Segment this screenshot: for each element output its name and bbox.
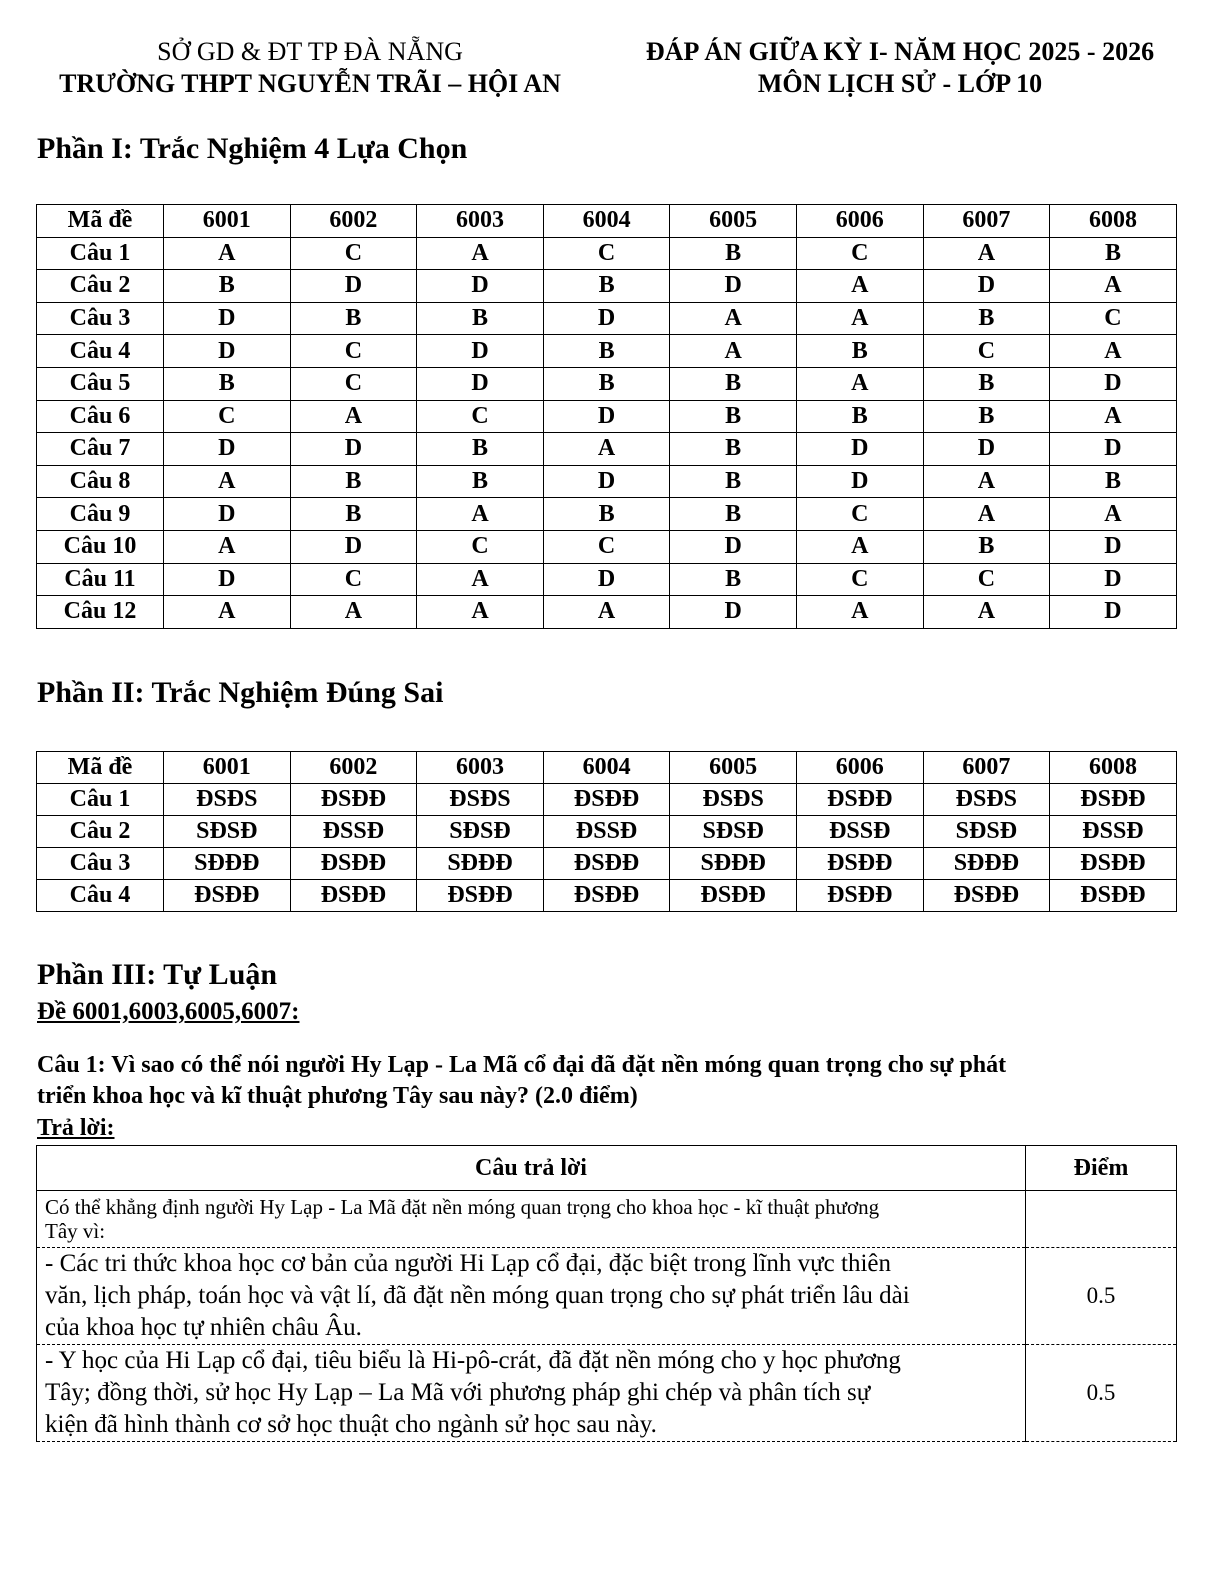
part1-answer-cell: D (923, 433, 1050, 466)
part1-question-label: Câu 6 (37, 400, 164, 433)
part1-answer-cell: D (417, 270, 544, 303)
part1-answer-cell: D (164, 302, 291, 335)
part1-answer-cell: D (290, 270, 417, 303)
part1-table-row (37, 237, 1177, 270)
part1-answer-cell: D (543, 302, 670, 335)
part1-answer-cell: C (290, 367, 417, 400)
part1-answer-cell: B (796, 335, 923, 368)
part1-answer-cell: B (164, 270, 291, 303)
part1-answer-cell: A (796, 530, 923, 563)
part1-table-row (37, 596, 1177, 629)
part3-title: Phần III: Tự Luận (37, 958, 278, 991)
part1-answer-cell: C (543, 237, 670, 270)
answer-point-1-line-1: - Các tri thức khoa học cơ bản của người Hi Lạp cổ đại, đặc biệt trong lĩnh vực thiên (45, 1250, 891, 1277)
part1-answer-cell: A (164, 530, 291, 563)
part2-answer-cell: SĐSĐ (923, 816, 1050, 848)
part1-answer-cell: C (796, 563, 923, 596)
part2-answer-cell: ĐSĐĐ (796, 880, 923, 912)
part2-exam-code-header: 6003 (417, 752, 544, 784)
part2-table-row (37, 848, 1177, 880)
part1-answer-cell: D (290, 433, 417, 466)
part2-exam-code-header: 6005 (670, 752, 797, 784)
part1-answer-cell: B (1050, 237, 1177, 270)
part1-answer-cell: B (670, 237, 797, 270)
part1-answer-cell: B (670, 498, 797, 531)
school-name: TRƯỜNG THPT NGUYỄN TRÃI – HỘI AN (59, 69, 561, 98)
answer-intro-line-2: Tây vì: (45, 1219, 106, 1243)
part1-answer-cell: B (670, 367, 797, 400)
part1-answer-cell: B (923, 367, 1050, 400)
part1-answer-cell: D (1050, 433, 1177, 466)
answer-point-2-score: 0.5 (1026, 1345, 1177, 1442)
part2-answer-cell: ĐSĐĐ (543, 848, 670, 880)
intro-points-cell (1026, 1191, 1177, 1248)
part2-header-row (37, 752, 1177, 784)
part2-answer-cell: SĐĐĐ (417, 848, 544, 880)
part1-answer-cell: D (164, 335, 291, 368)
part2-answer-cell: ĐSĐS (670, 784, 797, 816)
part2-answer-cell: ĐSĐS (164, 784, 291, 816)
part1-question-label: Câu 10 (37, 530, 164, 563)
exam-title: ĐÁP ÁN GIỮA KỲ I- NĂM HỌC 2025 - 2026 (645, 37, 1155, 66)
part1-answer-cell: A (164, 237, 291, 270)
part1-answer-cell: D (670, 530, 797, 563)
part1-answer-cell: D (543, 465, 670, 498)
part1-answer-cell: C (290, 237, 417, 270)
part1-answer-cell: A (796, 270, 923, 303)
part2-title: Phần II: Trắc Nghiệm Đúng Sai (37, 676, 444, 709)
part1-answer-cell: D (923, 270, 1050, 303)
part1-answer-cell: D (670, 596, 797, 629)
part1-answer-cell: C (417, 400, 544, 433)
part1-answer-cell: A (543, 433, 670, 466)
part2-exam-code-header: 6007 (923, 752, 1050, 784)
answer-point-2-line-1: - Y học của Hi Lạp cổ đại, tiêu biểu là Hi-pô-crát, đã đặt nền móng cho y học phương (45, 1347, 901, 1374)
part2-answer-cell: ĐSĐĐ (290, 880, 417, 912)
part1-answer-cell: B (923, 530, 1050, 563)
part2-exam-code-header: 6002 (290, 752, 417, 784)
part1-exam-code-header: 6007 (923, 205, 1050, 238)
part2-answer-cell: ĐSSĐ (290, 816, 417, 848)
part1-exam-code-header: 6003 (417, 205, 544, 238)
part2-exam-code-header: 6008 (1050, 752, 1177, 784)
part1-answer-cell: B (290, 498, 417, 531)
answer-label: Trả lời: (37, 1115, 115, 1141)
part1-answer-cell: D (290, 530, 417, 563)
part1-answer-cell: D (796, 465, 923, 498)
part1-answer-cell: A (543, 596, 670, 629)
question-1-line-1: Câu 1: Vì sao có thể nói người Hy Lạp - La Mã cổ đại đã đặt nền móng quan trọng cho sự phát (37, 1052, 1007, 1078)
part2-answer-cell: ĐSĐĐ (290, 848, 417, 880)
part1-answer-cell: C (543, 530, 670, 563)
part1-answer-cell: A (164, 465, 291, 498)
part1-answer-cell: D (543, 563, 670, 596)
part1-answer-cell: A (290, 596, 417, 629)
part2-answer-table (36, 751, 1177, 912)
part1-answer-cell: B (543, 498, 670, 531)
part1-answer-cell: A (417, 237, 544, 270)
part1-exam-code-header: 6004 (543, 205, 670, 238)
part1-answer-cell: D (1050, 563, 1177, 596)
part2-answer-cell: ĐSĐS (923, 784, 1050, 816)
part1-answer-cell: B (417, 465, 544, 498)
part1-answer-cell: A (1050, 498, 1177, 531)
part2-answer-cell: ĐSĐĐ (796, 784, 923, 816)
part2-answer-cell: SĐSĐ (417, 816, 544, 848)
answer-intro-line-1: Có thể khẳng định người Hy Lạp - La Mã đặt nền móng quan trọng cho khoa học - kĩ thuật phương (45, 1195, 880, 1219)
part1-table-row (37, 367, 1177, 400)
part2-answer-cell: ĐSĐĐ (1050, 880, 1177, 912)
part1-answer-cell: C (796, 498, 923, 531)
part1-answer-cell: C (290, 563, 417, 596)
part1-answer-cell: D (164, 563, 291, 596)
part1-answer-cell: A (1050, 335, 1177, 368)
part1-answer-cell: B (417, 433, 544, 466)
part2-exam-code-header: 6001 (164, 752, 291, 784)
part1-title: Phần I: Trắc Nghiệm 4 Lựa Chọn (37, 132, 468, 165)
part2-exam-code-header: 6004 (543, 752, 670, 784)
part2-answer-cell: SĐĐĐ (923, 848, 1050, 880)
part1-answer-cell: A (417, 498, 544, 531)
part1-table-row (37, 302, 1177, 335)
answer-point-1-line-3: của khoa học tự nhiên châu Âu. (45, 1314, 362, 1341)
answer-point-1 (37, 1248, 1026, 1345)
department-name: SỞ GD & ĐT TP ĐÀ NẴNG (157, 37, 463, 66)
part1-exam-code-header: 6006 (796, 205, 923, 238)
part1-answer-cell: B (923, 302, 1050, 335)
part1-table-row (37, 530, 1177, 563)
part2-answer-cell: ĐSĐĐ (290, 784, 417, 816)
part1-answer-cell: A (923, 596, 1050, 629)
part1-answer-cell: B (1050, 465, 1177, 498)
part1-header-row (37, 205, 1177, 238)
part2-answer-cell: ĐSĐS (417, 784, 544, 816)
part2-answer-cell: ĐSSĐ (543, 816, 670, 848)
part1-answer-cell: A (923, 237, 1050, 270)
part1-answer-cell: A (670, 302, 797, 335)
answer-point-2-line-3: kiện đã hình thành cơ sở học thuật cho ngành sử học sau này. (45, 1411, 657, 1438)
part1-answer-cell: A (796, 596, 923, 629)
part1-table-row (37, 400, 1177, 433)
part1-answer-cell: A (796, 302, 923, 335)
part1-answer-cell: B (670, 465, 797, 498)
part2-answer-cell: SĐSĐ (670, 816, 797, 848)
part1-answer-cell: B (543, 367, 670, 400)
part2-answer-cell: ĐSĐĐ (1050, 848, 1177, 880)
answer-intro (37, 1191, 1026, 1248)
part2-table-row (37, 816, 1177, 848)
part1-answer-cell: A (1050, 400, 1177, 433)
part1-answer-cell: D (1050, 530, 1177, 563)
part1-question-label: Câu 8 (37, 465, 164, 498)
part1-answer-cell: D (417, 367, 544, 400)
part2-answer-cell: ĐSĐĐ (543, 880, 670, 912)
part1-table-row (37, 335, 1177, 368)
part1-answer-cell: A (164, 596, 291, 629)
part1-answer-cell: B (290, 465, 417, 498)
part1-code-header: Mã đề (37, 205, 164, 238)
part1-answer-cell: D (1050, 596, 1177, 629)
part2-table-row (37, 880, 1177, 912)
part1-answer-cell: D (543, 400, 670, 433)
part1-question-label: Câu 2 (37, 270, 164, 303)
part1-table-row (37, 270, 1177, 303)
part1-answer-cell: C (417, 530, 544, 563)
part2-answer-cell: ĐSĐĐ (543, 784, 670, 816)
part1-answer-cell: A (923, 465, 1050, 498)
part1-exam-code-header: 6002 (290, 205, 417, 238)
exam-codes-heading: Đề 6001,6003,6005,6007: (37, 998, 300, 1025)
part1-answer-table (36, 204, 1177, 629)
part2-question-label: Câu 4 (37, 880, 164, 912)
part1-answer-cell: C (1050, 302, 1177, 335)
part2-question-label: Câu 3 (37, 848, 164, 880)
part1-answer-cell: C (164, 400, 291, 433)
part2-question-label: Câu 2 (37, 816, 164, 848)
points-column-header: Điểm (1026, 1146, 1177, 1191)
part1-answer-cell: A (796, 367, 923, 400)
part1-answer-cell: D (164, 498, 291, 531)
part1-exam-code-header: 6008 (1050, 205, 1177, 238)
part1-answer-cell: A (923, 498, 1050, 531)
part1-answer-cell: B (670, 400, 797, 433)
part2-answer-cell: ĐSĐĐ (1050, 784, 1177, 816)
part2-answer-cell: ĐSĐĐ (417, 880, 544, 912)
part2-code-header: Mã đề (37, 752, 164, 784)
part1-answer-cell: A (1050, 270, 1177, 303)
part1-table-row (37, 498, 1177, 531)
part2-answer-cell: ĐSSĐ (796, 816, 923, 848)
part1-answer-cell: D (670, 270, 797, 303)
part1-question-label: Câu 7 (37, 433, 164, 466)
subject-title: MÔN LỊCH SỬ - LỚP 10 (757, 69, 1043, 98)
part1-answer-cell: D (796, 433, 923, 466)
part1-answer-cell: B (543, 335, 670, 368)
part1-answer-cell: B (923, 400, 1050, 433)
part2-answer-cell: ĐSSĐ (1050, 816, 1177, 848)
part1-answer-cell: C (923, 335, 1050, 368)
part2-question-label: Câu 1 (37, 784, 164, 816)
part1-answer-cell: A (417, 596, 544, 629)
answer-point-1-score: 0.5 (1026, 1248, 1177, 1345)
question-1-line-2: triển khoa học và kĩ thuật phương Tây sau này? (2.0 điểm) (37, 1083, 638, 1109)
part1-answer-cell: B (164, 367, 291, 400)
answer-column-header: Câu trả lời (37, 1146, 1026, 1191)
part2-answer-cell: ĐSĐĐ (923, 880, 1050, 912)
part1-question-label: Câu 1 (37, 237, 164, 270)
part1-answer-cell: C (796, 237, 923, 270)
part1-exam-code-header: 6005 (670, 205, 797, 238)
part1-answer-cell: B (670, 433, 797, 466)
part1-question-label: Câu 4 (37, 335, 164, 368)
part2-answer-cell: SĐSĐ (164, 816, 291, 848)
part1-table-row (37, 465, 1177, 498)
part1-answer-cell: B (796, 400, 923, 433)
part1-answer-cell: C (923, 563, 1050, 596)
part1-answer-cell: B (543, 270, 670, 303)
part1-table-row (37, 563, 1177, 596)
part1-answer-cell: D (1050, 367, 1177, 400)
part1-answer-cell: D (164, 433, 291, 466)
part1-answer-cell: A (670, 335, 797, 368)
part1-question-label: Câu 3 (37, 302, 164, 335)
part1-question-label: Câu 11 (37, 563, 164, 596)
part1-table-row (37, 433, 1177, 466)
part1-answer-cell: C (290, 335, 417, 368)
part2-answer-cell: ĐSĐĐ (796, 848, 923, 880)
part1-answer-cell: A (290, 400, 417, 433)
answer-point-2 (37, 1345, 1026, 1442)
part1-question-label: Câu 12 (37, 596, 164, 629)
part1-answer-cell: B (417, 302, 544, 335)
part2-answer-cell: SĐĐĐ (670, 848, 797, 880)
part1-exam-code-header: 6001 (164, 205, 291, 238)
part1-question-label: Câu 5 (37, 367, 164, 400)
part1-question-label: Câu 9 (37, 498, 164, 531)
part1-answer-cell: D (417, 335, 544, 368)
answer-table (36, 1145, 1177, 1442)
part2-answer-cell: ĐSĐĐ (164, 880, 291, 912)
part1-answer-cell: B (290, 302, 417, 335)
part1-answer-cell: B (670, 563, 797, 596)
answer-point-1-line-2: văn, lịch pháp, toán học và vật lí, đã đặt nền móng quan trọng cho sự phát triển lâu dài (45, 1282, 910, 1309)
answer-point-2-line-2: Tây; đồng thời, sử học Hy Lạp – La Mã với phương pháp ghi chép và phân tích sự (45, 1379, 871, 1406)
part2-table-row (37, 784, 1177, 816)
part2-exam-code-header: 6006 (796, 752, 923, 784)
part2-answer-cell: SĐĐĐ (164, 848, 291, 880)
part2-answer-cell: ĐSĐĐ (670, 880, 797, 912)
part1-answer-cell: A (417, 563, 544, 596)
